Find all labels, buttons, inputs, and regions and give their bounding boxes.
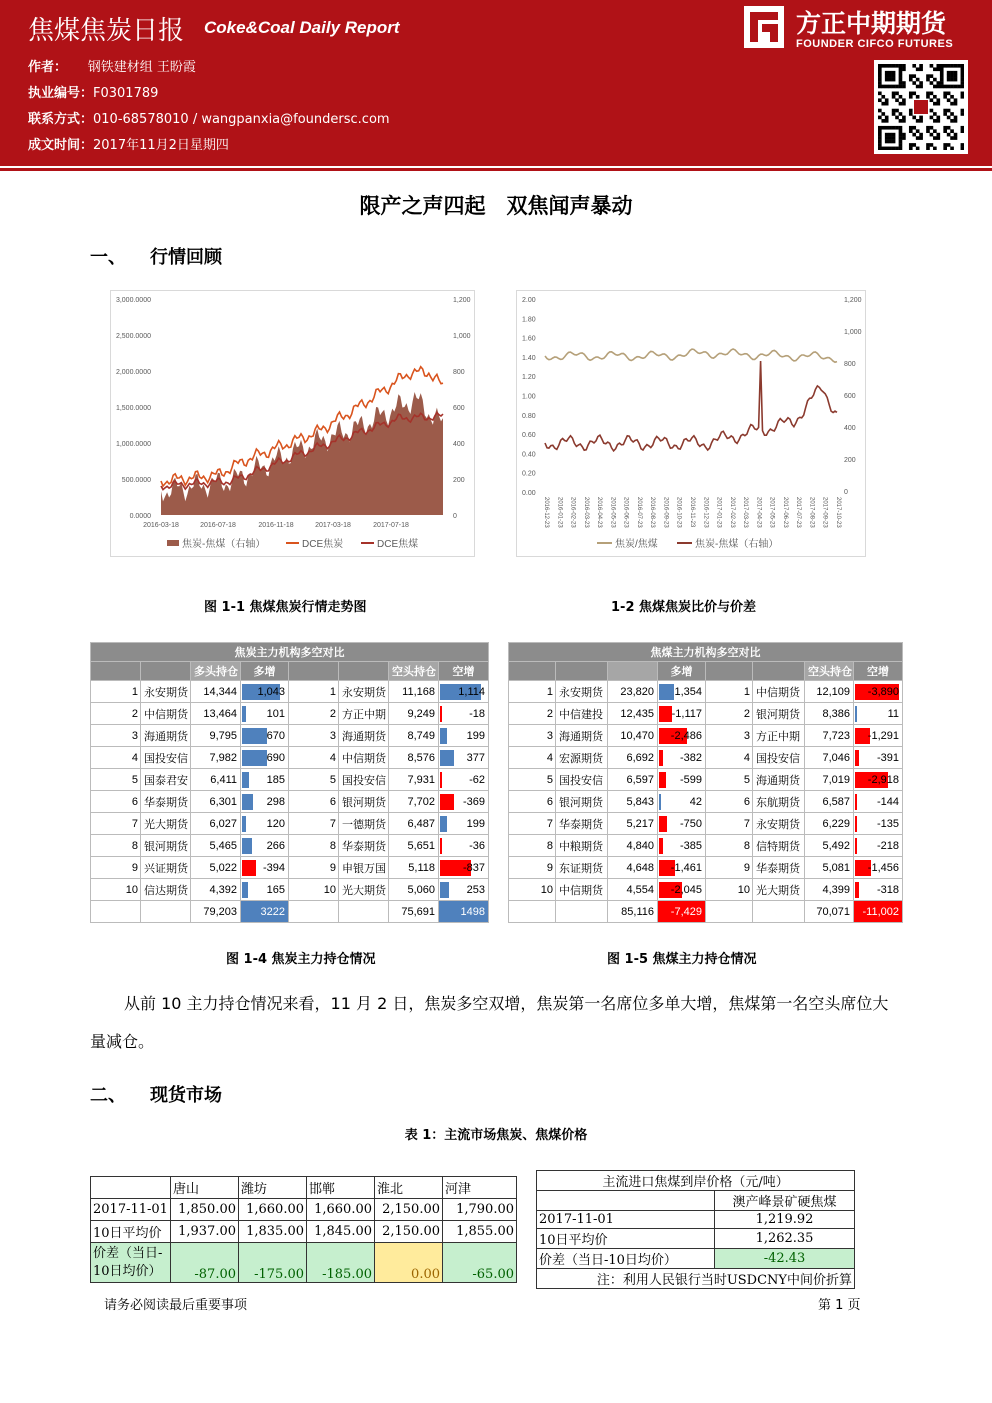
- change-bar-cell: -385: [658, 835, 706, 857]
- qr-code-icon: [874, 60, 968, 154]
- change-bar-cell: -1,291: [854, 725, 903, 747]
- chart2-left-tick: 1.20: [522, 374, 536, 382]
- change-bar-cell: -394: [241, 857, 289, 879]
- coal-table-total: 85,116 -7,429 70,071 -11,002: [509, 901, 903, 923]
- change-bar-cell: 42: [658, 791, 706, 813]
- table-row: 6 银河期货 5,843 42 6 东航期货 6,587 -144: [509, 791, 903, 813]
- chart2-right-tick: 200: [844, 457, 856, 464]
- change-bar-cell: 101: [241, 703, 289, 725]
- chart2-left-tick: 1.40: [522, 354, 536, 362]
- chart2-x-tick: 2017-03-23: [742, 497, 749, 528]
- table-row: 5 国投安信 6,597 -599 5 海通期货 7,019 -2,918: [509, 769, 903, 791]
- chart1-right-tick: 1,000: [453, 333, 471, 340]
- chart1-caption: 图 1-1 焦煤焦炭行情走势图: [204, 600, 367, 615]
- table-row: 4 宏源期货 6,692 -382 4 国投安信 7,046 -391: [509, 747, 903, 769]
- chart1-x-axis: [143, 522, 409, 529]
- chart2-x-tick: 2016-02-23: [569, 497, 576, 528]
- chart2-left-tick: 0.20: [522, 470, 536, 478]
- change-bar-cell: 199: [439, 725, 489, 747]
- document-title: 限产之声四起 双焦闻声暴动: [359, 193, 633, 218]
- change-bar-cell: -1,456: [854, 857, 903, 879]
- change-bar-cell: -369: [439, 791, 489, 813]
- coal-table-header: 多增 空头持仓 空增: [509, 662, 903, 681]
- coke-position-table: [90, 642, 489, 923]
- change-bar-cell: -391: [854, 747, 903, 769]
- chart2-x-tick: 2016-05-23: [609, 497, 616, 528]
- chart2-right-tick: 1,000: [844, 329, 862, 336]
- change-bar-cell: -36: [439, 835, 489, 857]
- change-bar-cell: 1,043: [241, 681, 289, 703]
- change-bar-cell: -837: [439, 857, 489, 879]
- chart2-left-tick: 0.80: [522, 412, 536, 420]
- change-bar-cell: 199: [439, 813, 489, 835]
- table-row: 1 永安期货 14,344 1,043 1 永安期货 11,168 1,114: [91, 681, 489, 703]
- change-bar-cell: 1,114: [439, 681, 489, 703]
- section-heading-1: 一、 行情回顾: [90, 247, 222, 268]
- chart2-x-tick: 2017-04-23: [755, 497, 762, 528]
- change-bar-cell: 11: [854, 703, 903, 725]
- import-col-header: 澳产峰景矿硬焦煤: [715, 1191, 855, 1211]
- chart2-right-tick: 400: [844, 425, 856, 432]
- chart1-x-tick: 2016-11-18: [258, 522, 294, 529]
- chart1-right-tick: 200: [453, 477, 465, 484]
- coal-position-table: [508, 642, 903, 923]
- chart2-left-axis: [522, 297, 536, 497]
- change-bar-cell: -2,486: [658, 725, 706, 747]
- chart2-x-tick: 2016-09-23: [662, 497, 669, 528]
- brand-name-en: FOUNDER CIFCO FUTURES: [796, 38, 954, 50]
- chart1-right-tick: 400: [453, 441, 465, 448]
- legend-spread2: 焦炭-焦煤（右轴）: [695, 539, 779, 550]
- chart2-x-tick: 2017-01-23: [715, 497, 722, 528]
- chart2-x-tick: 2016-12-23: [702, 497, 709, 528]
- change-bar-cell: 253: [439, 879, 489, 901]
- chart1-left-tick: 2,000.0000: [115, 369, 151, 376]
- chart1-right-tick: 600: [453, 405, 465, 412]
- change-bar-cell: -144: [854, 791, 903, 813]
- chart2-left-tick: 1.60: [522, 335, 536, 343]
- change-bar-cell: -2,918: [854, 769, 903, 791]
- chart2-x-tick: 2017-02-23: [728, 497, 735, 528]
- chart2-x-tick: 2016-12-23: [543, 497, 549, 528]
- section-heading-2: 二、 现货市场: [90, 1085, 222, 1106]
- change-bar-cell: 298: [241, 791, 289, 813]
- change-bar-cell: -750: [658, 813, 706, 835]
- chart1-left-tick: 1,500.0000: [115, 405, 151, 412]
- table-row: 2 中信期货 13,464 101 2 方正中期 9,249 -18: [91, 703, 489, 725]
- spot-row-today: 2017-11-01 1,850.00 1,660.00 1,660.00 2,150.00 1,790.00: [91, 1199, 517, 1221]
- chart2-x-tick: 2017-05-23: [768, 497, 775, 528]
- chart2-x-tick: 2017-10-23: [835, 497, 841, 528]
- author-line: 作者： 钢铁建材组 王盼霞: [28, 60, 196, 75]
- report-subtitle: Coke&Coal Daily Report: [204, 18, 400, 37]
- change-bar-cell: -1,461: [658, 857, 706, 879]
- chart1-x-tick: 2016-07-18: [200, 522, 236, 529]
- chart2-x-tick: 2017-08-23: [808, 497, 815, 528]
- chart2-caption: 1-2 焦煤焦炭比价与价差: [611, 600, 757, 615]
- chart-ratio-spread: [516, 290, 866, 557]
- legend-coke: DCE焦炭: [302, 539, 344, 550]
- table-row: 3 海通期货 10,470 -2,486 3 方正中期 7,723 -1,291: [509, 725, 903, 747]
- chart2-x-tick: 2016-03-23: [582, 497, 589, 528]
- change-bar-cell: -3,890: [854, 681, 903, 703]
- chart2-right-axis: [844, 297, 862, 496]
- chart2-left-tick: 1.00: [522, 393, 536, 401]
- coke-table-title: 焦炭主力机构多空对比: [91, 643, 489, 662]
- chart1-legend: [167, 537, 418, 550]
- table-row: 10 信达期货 4,392 165 10 光大期货 5,060 253: [91, 879, 489, 901]
- change-bar-cell: -382: [658, 747, 706, 769]
- chart1-left-tick: 0.0000: [129, 513, 151, 520]
- table-row: 3 海通期货 9,795 670 3 海通期货 8,749 199: [91, 725, 489, 747]
- change-bar-cell: 670: [241, 725, 289, 747]
- chart2-x-tick: 2016-06-23: [622, 497, 629, 528]
- import-note: 注：利用人民银行当时USDCNY中间价折算: [537, 1269, 855, 1289]
- spot-header-row: 唐山 潍坊 邯郸 淮北 河津: [91, 1177, 517, 1199]
- chart1-left-tick: 3,000.0000: [115, 297, 151, 304]
- table-row: 4 国投安信 7,982 690 4 中信期货 8,576 377: [91, 747, 489, 769]
- chart2-spread-line: [545, 361, 837, 451]
- chart2-legend: [597, 537, 778, 550]
- change-bar-cell: 185: [241, 769, 289, 791]
- chart2-x-tick: 2017-07-23: [795, 497, 802, 528]
- change-bar-cell: 266: [241, 835, 289, 857]
- table-row: 8 中粮期货 4,840 -385 8 信特期货 5,492 -218: [509, 835, 903, 857]
- chart2-x-tick: 2016-04-23: [596, 497, 603, 528]
- table-row: 9 东证期货 4,648 -1,461 9 华泰期货 5,081 -1,456: [509, 857, 903, 879]
- coal-table-title: 焦煤主力机构多空对比: [509, 643, 903, 662]
- change-bar-cell: -62: [439, 769, 489, 791]
- chart2-x-tick: 2016-07-23: [635, 497, 642, 528]
- chart1-x-tick: 2016-03-18: [143, 522, 179, 529]
- chart2-x-tick: 2017-09-23: [821, 497, 828, 528]
- chart2-x-tick: 2016-08-23: [649, 497, 656, 528]
- chart2-left-tick: 0.00: [522, 490, 536, 497]
- legend-coal: DCE焦煤: [377, 539, 419, 550]
- footer-disclaimer: 请务必阅读最后重要事项: [104, 1298, 248, 1313]
- change-bar-cell: -18: [439, 703, 489, 725]
- chart-coke-coal-trend: [110, 290, 475, 557]
- chart2-right-tick: 1,200: [844, 297, 862, 304]
- analysis-paragraph: 从前 10 主力持仓情况来看，11 月 2 日，焦炭多空双增，焦炭第一名席位多单大增，焦煤第一名空头席位大量减仓。: [90, 994, 889, 1051]
- founder-logo-icon: [744, 6, 784, 48]
- chart1-right-axis: [453, 297, 471, 520]
- table-row: 9 兴证期货 5,022 -394 9 申银万国 5,118 -837: [91, 857, 489, 879]
- chart2-x-tick: 2017-06-23: [781, 497, 788, 528]
- change-bar-cell: -218: [854, 835, 903, 857]
- change-bar-cell: 377: [439, 747, 489, 769]
- chart1-right-tick: 800: [453, 369, 465, 376]
- contact-line: 联系方式：010-68578010 / wangpanxia@foundersc.com: [28, 112, 390, 127]
- spot-table-caption: 表 1：主流市场焦炭、焦煤价格: [404, 1128, 588, 1143]
- change-bar-cell: 1,354: [658, 681, 706, 703]
- chart2-x-tick: 2016-10-23: [675, 497, 682, 528]
- chart2-right-tick: 600: [844, 393, 856, 400]
- chart2-x-tick: 2016-01-23: [556, 497, 563, 528]
- chart1-right-tick: 0: [453, 513, 457, 520]
- legend-ratio: 焦炭/焦煤: [615, 539, 658, 550]
- change-bar-cell: -2,045: [658, 879, 706, 901]
- table-row: 2 中信建投 12,435 -1,117 2 银河期货 8,386 11: [509, 703, 903, 725]
- report-title: 焦煤焦炭日报: [28, 16, 185, 46]
- chart1-left-tick: 500.0000: [121, 477, 151, 484]
- import-price-table: 主流进口焦煤到岸价格（元/吨） 澳产峰景矿硬焦煤 2017-11-01 1,219.92 10日平均价 1,262.35 价差（当日-10日均价） -42.43 注：利用人民银行当时USDCNY中间价折算: [536, 1170, 855, 1289]
- change-bar-cell: 120: [241, 813, 289, 835]
- license-line: 执业编号：F0301789: [28, 86, 159, 101]
- header-rule: [0, 168, 992, 171]
- change-bar-cell: -318: [854, 879, 903, 901]
- spot-price-table: [90, 1176, 517, 1283]
- chart2-left-tick: 2.00: [522, 297, 536, 304]
- chart2-left-tick: 1.80: [522, 316, 536, 324]
- chart1-left-axis: [116, 297, 151, 520]
- table-row: 8 银河期货 5,465 266 8 华泰期货 5,651 -36: [91, 835, 489, 857]
- table-row: 6 华泰期货 6,301 298 6 银河期货 7,702 -369: [91, 791, 489, 813]
- import-title: 主流进口焦煤到岸价格（元/吨）: [537, 1171, 855, 1191]
- chart2-x-tick: 2016-11-23: [689, 497, 695, 528]
- chart1-right-tick: 1,200: [453, 297, 471, 304]
- coke-table-total: 79,203 3222 75,691 1498: [91, 901, 489, 923]
- chart2-right-tick: 0: [844, 489, 848, 496]
- chart2-x-axis: [543, 497, 841, 528]
- report-header: [0, 0, 992, 166]
- change-bar-cell: 165: [241, 879, 289, 901]
- chart2-ratio-line: [545, 349, 837, 362]
- table-row: 10 中信期货 4,554 -2,045 10 光大期货 4,399 -318: [509, 879, 903, 901]
- chart2-right-tick: 800: [844, 361, 856, 368]
- chart1-x-tick: 2017-07-18: [373, 522, 409, 529]
- chart1-x-tick: 2017-03-18: [315, 522, 351, 529]
- chart2-left-tick: 0.40: [522, 451, 536, 459]
- chart1-left-tick: 2,500.0000: [115, 333, 151, 340]
- table-row: 1 永安期货 23,820 1,354 1 中信期货 12,109 -3,890: [509, 681, 903, 703]
- change-bar-cell: 690: [241, 747, 289, 769]
- page-number: 第 1 页: [818, 1298, 861, 1313]
- spot-row-diff: 价差（当日- 10日均价） -87.00 -175.00 -185.00 0.00 -65.00: [91, 1243, 517, 1283]
- chart1-left-tick: 1,000.0000: [115, 441, 151, 448]
- table-row: 7 光大期货 6,027 120 7 一德期货 6,487 199: [91, 813, 489, 835]
- table-row: 7 华泰期货 5,217 -750 7 永安期货 6,229 -135: [509, 813, 903, 835]
- date-line: 成文时间：2017年11月2日星期四: [28, 138, 229, 153]
- spot-row-avg: 10日平均价 1,937.00 1,835.00 1,845.00 2,150.00 1,855.00: [91, 1221, 517, 1243]
- table-row: 5 国泰君安 6,411 185 5 国投安信 7,931 -62: [91, 769, 489, 791]
- coal-table-caption: 图 1-5 焦煤主力持仓情况: [607, 952, 757, 967]
- chart1-spread-area: [161, 392, 443, 515]
- chart2-left-tick: 0.60: [522, 432, 536, 440]
- brand-name-cn: 方正中期期货: [796, 9, 947, 38]
- legend-spread: 焦炭-焦煤（右轴）: [182, 539, 266, 550]
- change-bar-cell: -135: [854, 813, 903, 835]
- coke-table-caption: 图 1-4 焦炭主力持仓情况: [226, 952, 376, 967]
- coke-table-header: 多头持仓 多增 空头持仓 空增: [91, 662, 489, 681]
- change-bar-cell: -1,117: [658, 703, 706, 725]
- change-bar-cell: -599: [658, 769, 706, 791]
